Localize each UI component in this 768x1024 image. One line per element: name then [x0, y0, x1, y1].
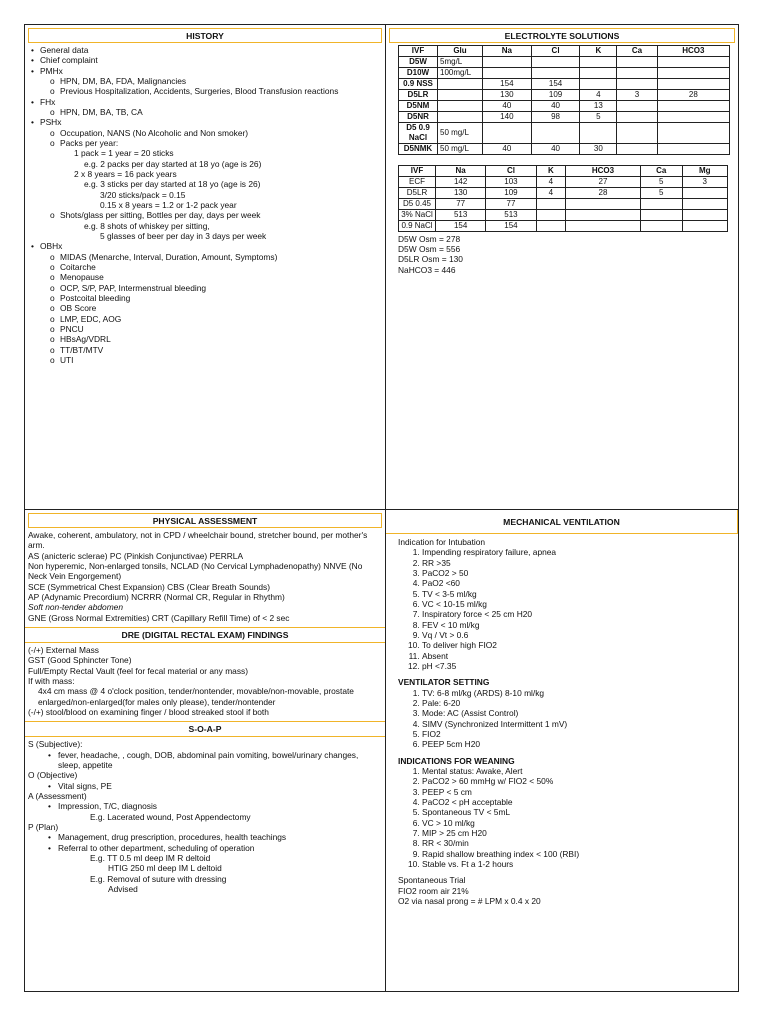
- table-cell: 40: [483, 101, 532, 112]
- table-cell: 98: [531, 112, 580, 123]
- table-cell: [536, 209, 566, 220]
- numbered-item: 10. To deliver high FIO2: [422, 640, 728, 650]
- soap-line: E.g. Lacerated wound, Post Appendectomy: [90, 811, 251, 822]
- soap-line: Advised: [108, 883, 138, 894]
- physical-section: [25, 509, 386, 991]
- numbered-item: 3. PaCO2 > 50: [422, 568, 728, 578]
- numbered-item: 6. PEEP 5cm H20: [422, 739, 728, 749]
- dre-line: (-/+) External Mass: [28, 644, 99, 655]
- physical-line: Non hyperemic, Non-enlarged tonsils, NCLAD (No Cervical Lymphadenopathy) NNVE (No Neck Vein Engorgement): [28, 560, 363, 582]
- table-header-cell: HCO3: [566, 165, 641, 176]
- history-line: o HPN, DM, BA, FDA, Malignancies: [28, 76, 382, 86]
- table-header-cell: HCO3: [657, 46, 729, 57]
- table-cell: [580, 68, 617, 79]
- history-line: • FHx: [28, 97, 382, 107]
- table-cell: D5NR: [399, 112, 438, 123]
- table-row: [399, 79, 730, 90]
- history-line: 1 pack = 1 year = 20 sticks: [74, 148, 174, 159]
- table-cell: D5LR: [399, 187, 436, 198]
- table-row: [399, 57, 730, 68]
- numbered-item: 8. FEV < 10 ml/kg: [422, 620, 728, 630]
- soap-line: A (Assessment): [28, 790, 87, 801]
- table-cell: [682, 209, 727, 220]
- history-line: 5 glasses of beer per day in 3 days per week: [100, 230, 267, 241]
- soap-line: • Management, drug prescription, procedures, health teachings: [28, 832, 382, 842]
- table-cell: 100mg/L: [438, 68, 483, 79]
- numbered-item: 9. Vq / Vt > 0.6: [422, 630, 728, 640]
- history-line: 2 x 8 years = 16 pack years: [74, 168, 177, 179]
- numbered-item: 4. SIMV (Synchronized Intermittent 1 mV): [422, 719, 728, 729]
- table-row: [399, 112, 730, 123]
- intubation-title: Indication for Intubation: [398, 537, 486, 547]
- table-cell: [617, 57, 657, 68]
- table-cell: 140: [483, 112, 532, 123]
- numbered-item: 10. Stable vs. Ft a 1-2 hours: [422, 859, 728, 869]
- table-cell: 0.9 NSS: [399, 79, 438, 90]
- electrolyte-table-2: [398, 165, 728, 232]
- table-cell: [483, 68, 532, 79]
- table-cell: 4: [536, 176, 566, 187]
- table-cell: 154: [436, 220, 486, 231]
- osmolality-list: [398, 234, 738, 275]
- electrolyte-title: ELECTROLYTE SOLUTIONS: [389, 28, 735, 43]
- numbered-item: 2. PaCO2 > 60 mmHg w/ FIO2 < 50%: [422, 776, 728, 786]
- history-line: 0.15 x 8 years = 1.2 or 1-2 pack year: [100, 199, 237, 210]
- history-line: o Previous Hospitalization, Accidents, Surgeries, Blood Transfusion reactions: [28, 86, 382, 96]
- soap-line: HTIG 250 ml deep IM L deltoid: [108, 863, 222, 874]
- table-cell: 13: [580, 101, 617, 112]
- table-cell: 130: [436, 187, 486, 198]
- table-cell: 77: [436, 198, 486, 209]
- table-cell: 30: [580, 143, 617, 154]
- table-cell: 28: [566, 187, 641, 198]
- setting-title: VENTILATOR SETTING: [398, 677, 490, 688]
- numbered-item: 7. Inspiratory force < 25 cm H20: [422, 609, 728, 619]
- table-cell: [617, 101, 657, 112]
- table-cell: 109: [486, 187, 536, 198]
- table-cell: 40: [531, 101, 580, 112]
- numbered-item: 3. PEEP < 5 cm: [422, 787, 728, 797]
- history-line: o HBsAg/VDRL: [28, 334, 382, 344]
- table-row: [399, 68, 730, 79]
- soap-line: E.g. Removal of suture with dressing: [90, 873, 227, 884]
- physical-line: Awake, coherent, ambulatory, not in CPD / wheelchair bound, stretcher bound, per mother's arm.: [28, 530, 368, 551]
- table-cell: 109: [531, 90, 580, 101]
- table-row: [399, 143, 730, 154]
- history-line: o Menopause: [28, 272, 382, 282]
- table-cell: D5NMK: [399, 143, 438, 154]
- physical-line: Soft non-tender abdomen: [28, 602, 123, 613]
- footer-line: Spontaneous Trial: [398, 875, 466, 886]
- dre-title: DRE (DIGITAL RECTAL EXAM) FINDINGS: [25, 627, 385, 643]
- table-cell: 3% NaCl: [399, 209, 436, 220]
- history-line: o PNCU: [28, 324, 382, 334]
- electrolyte-section: [386, 25, 738, 509]
- reference-sheet: [24, 24, 739, 992]
- table-cell: D5NM: [399, 101, 438, 112]
- table-header-cell: Mg: [682, 165, 727, 176]
- table-cell: 50 mg/L: [438, 123, 483, 144]
- table-cell: [657, 101, 729, 112]
- table-cell: 27: [566, 176, 641, 187]
- history-line: o Postcoital bleeding: [28, 293, 382, 303]
- physical-line: AS (anicteric sclerae) PC (Pinkish Conjunctivae) PERRLA: [28, 550, 244, 561]
- soap-line: • fever, headache, , cough, DOB, abdominal pain vomiting, bowel/urinary changes, sleep, appetite: [28, 750, 382, 771]
- table-header-cell: Na: [483, 46, 532, 57]
- table-cell: [657, 68, 729, 79]
- history-line: o UTI: [28, 355, 382, 365]
- table-cell: [580, 57, 617, 68]
- table-cell: 154: [483, 79, 532, 90]
- table-cell: D5W: [399, 57, 438, 68]
- numbered-item: 9. Rapid shallow breathing index < 100 (RBI): [422, 849, 728, 859]
- osmolality-line: D5W Osm = 556: [398, 243, 461, 254]
- history-line: o LMP, EDC, AOG: [28, 314, 382, 324]
- table-cell: 103: [486, 176, 536, 187]
- table-row: [399, 101, 730, 112]
- table-cell: [438, 90, 483, 101]
- physical-line: AP (Adynamic Precordium) NCRRR (Normal CR, Regular in Rhythm): [28, 591, 285, 602]
- ventilation-section: [386, 509, 738, 991]
- table-cell: [536, 220, 566, 231]
- physical-line: SCE (Symmetrical Chest Expansion) CBS (Clear Breath Sounds): [28, 581, 271, 592]
- table-row: [399, 198, 728, 209]
- table-cell: 3: [617, 90, 657, 101]
- table-cell: [617, 79, 657, 90]
- table-cell: 130: [483, 90, 532, 101]
- table-cell: 0.9 NaCl: [399, 220, 436, 231]
- history-line: • General data: [28, 45, 382, 55]
- table-cell: D5 0.45: [399, 198, 436, 209]
- table-cell: [531, 68, 580, 79]
- history-line: o OCP, S/P, PAP, Intermenstrual bleeding: [28, 283, 382, 293]
- table-cell: 40: [531, 143, 580, 154]
- table-cell: [682, 198, 727, 209]
- table-cell: [617, 112, 657, 123]
- history-line: o Packs per year:: [28, 138, 382, 148]
- table-cell: [566, 209, 641, 220]
- numbered-item: 3. Mode: AC (Assist Control): [422, 708, 728, 718]
- table-header-cell: Na: [436, 165, 486, 176]
- table-cell: [580, 123, 617, 144]
- ventilation-footer: [398, 875, 728, 906]
- history-line: o Coitarche: [28, 262, 382, 272]
- table-row: [399, 90, 730, 101]
- weaning-list: [398, 766, 728, 869]
- physical-title: PHYSICAL ASSESSMENT: [28, 513, 382, 528]
- intubation-list: [398, 547, 728, 671]
- table-header-cell: IVF: [399, 165, 436, 176]
- history-line: o OB Score: [28, 303, 382, 313]
- history-line: • Chief complaint: [28, 55, 382, 65]
- table-cell: 5: [580, 112, 617, 123]
- numbered-item: 5. TV < 3-5 ml/kg: [422, 589, 728, 599]
- table-cell: [657, 143, 729, 154]
- numbered-item: 6. VC < 10-15 ml/kg: [422, 599, 728, 609]
- table-cell: [640, 209, 682, 220]
- table-header-cell: Cl: [531, 46, 580, 57]
- table-header-cell: Cl: [486, 165, 536, 176]
- physical-list: [25, 530, 385, 623]
- soap-line: • Vital signs, PE: [28, 781, 382, 791]
- table-cell: [438, 79, 483, 90]
- soap-title: S-O-A-P: [25, 721, 385, 737]
- table-cell: 142: [436, 176, 486, 187]
- numbered-item: 1. Impending respiratory failure, apnea: [422, 547, 728, 557]
- numbered-item: 11. Absent: [422, 651, 728, 661]
- table-cell: 28: [657, 90, 729, 101]
- table-cell: 154: [486, 220, 536, 231]
- weaning-title: INDICATIONS FOR WEANING: [398, 755, 515, 766]
- table-cell: [531, 57, 580, 68]
- history-line: 3/20 sticks/pack = 0.15: [100, 189, 186, 200]
- osmolality-line: D5LR Osm = 130: [398, 254, 463, 265]
- table-cell: [682, 187, 727, 198]
- dre-line: 4x4 cm mass @ 4 o'clock position, tender/nontender, movable/non-movable, prostate enlarged/non-enlarged(for males only please), tender/nontender: [38, 686, 354, 707]
- dre-line: Full/Empty Rectal Vault (feel for fecal material or any mass): [28, 665, 248, 676]
- table-cell: ECF: [399, 176, 436, 187]
- history-line: e.g. 3 sticks per day started at 18 yo (age is 26): [84, 179, 261, 190]
- table-cell: D5 0.9 NaCl: [399, 123, 438, 144]
- table-cell: [536, 198, 566, 209]
- table-cell: 5: [640, 176, 682, 187]
- footer-line: O2 via nasal prong = # LPM x 0.4 x 20: [398, 895, 541, 906]
- soap-line: O (Objective): [28, 770, 78, 781]
- table-header-cell: K: [536, 165, 566, 176]
- table-cell: [580, 79, 617, 90]
- table-cell: [657, 112, 729, 123]
- dre-line: If with mass:: [28, 675, 75, 686]
- soap-line: E.g. TT 0.5 ml deep IM R deltoid: [90, 852, 211, 863]
- table-cell: [483, 123, 532, 144]
- numbered-item: 2. RR >35: [422, 558, 728, 568]
- table-cell: [640, 198, 682, 209]
- history-list: [25, 45, 385, 365]
- table-row: [399, 123, 730, 144]
- table-cell: 50 mg/L: [438, 143, 483, 154]
- soap-line: P (Plan): [28, 821, 59, 832]
- table-cell: [483, 57, 532, 68]
- physical-line: GNE (Gross Normal Extremities) CRT (Capillary Refill Time) of < 2 sec: [28, 612, 290, 623]
- table-cell: [438, 112, 483, 123]
- history-line: e.g. 8 shots of whiskey per sitting,: [84, 220, 210, 231]
- soap-line: • Referral to other department, scheduling of operation: [28, 843, 382, 853]
- table-cell: 4: [536, 187, 566, 198]
- history-title: HISTORY: [28, 28, 382, 43]
- numbered-item: 2. Pale: 6-20: [422, 698, 728, 708]
- table-header-cell: K: [580, 46, 617, 57]
- history-line: o Shots/glass per sitting, Bottles per day, days per week: [28, 210, 382, 220]
- table-cell: [657, 79, 729, 90]
- table-row: [399, 209, 728, 220]
- table-cell: [531, 123, 580, 144]
- table-cell: 154: [531, 79, 580, 90]
- table-cell: [640, 220, 682, 231]
- table-cell: [682, 220, 727, 231]
- soap-line: • Impression, T/C, diagnosis: [28, 801, 382, 811]
- history-line: • OBHx: [28, 241, 382, 251]
- numbered-item: 1. Mental status: Awake, Alert: [422, 766, 728, 776]
- osmolality-line: D5W Osm = 278: [398, 233, 461, 244]
- numbered-item: 5. Spontaneous TV < 5mL: [422, 807, 728, 817]
- numbered-item: 12. pH <7.35: [422, 661, 728, 671]
- table-cell: 4: [580, 90, 617, 101]
- numbered-item: 5. FIO2: [422, 729, 728, 739]
- table-header-cell: Glu: [438, 46, 483, 57]
- table-cell: [617, 68, 657, 79]
- table-row: [399, 187, 728, 198]
- table-cell: 3: [682, 176, 727, 187]
- table-cell: 513: [486, 209, 536, 220]
- history-line: • PSHx: [28, 117, 382, 127]
- table-cell: 5: [640, 187, 682, 198]
- table-cell: [617, 123, 657, 144]
- table-cell: [657, 57, 729, 68]
- footer-line: FIO2 room air 21%: [398, 885, 469, 896]
- history-line: • PMHx: [28, 66, 382, 76]
- table-header-cell: IVF: [399, 46, 438, 57]
- setting-list: [398, 688, 728, 750]
- electrolyte-table-1: [398, 45, 730, 155]
- table-cell: [438, 101, 483, 112]
- soap-line: S (Subjective):: [28, 739, 83, 750]
- numbered-item: 6. VC > 10 ml/kg: [422, 818, 728, 828]
- table-row: [399, 220, 728, 231]
- table-row: [399, 176, 728, 187]
- osmolality-line: NaHCO3 = 446: [398, 264, 456, 275]
- table-cell: 5mg/L: [438, 57, 483, 68]
- numbered-item: 4. PaCO2 < pH acceptable: [422, 797, 728, 807]
- table-cell: 513: [436, 209, 486, 220]
- numbered-item: 7. MIP > 25 cm H20: [422, 828, 728, 838]
- history-line: e.g. 2 packs per day started at 18 yo (age is 26): [84, 158, 262, 169]
- numbered-item: 4. PaO2 <60: [422, 578, 728, 588]
- numbered-item: 8. RR < 30/min: [422, 838, 728, 848]
- dre-list: [25, 645, 385, 717]
- dre-line: GST (Good Sphincter Tone): [28, 655, 132, 666]
- table-cell: 77: [486, 198, 536, 209]
- history-section: [25, 25, 386, 509]
- table-cell: D10W: [399, 68, 438, 79]
- numbered-item: 1. TV: 6-8 ml/kg (ARDS) 8-10 ml/kg: [422, 688, 728, 698]
- history-line: o TT/BT/MTV: [28, 345, 382, 355]
- table-cell: [566, 198, 641, 209]
- ventilation-title: MECHANICAL VENTILATION: [386, 510, 738, 534]
- table-header-cell: Ca: [640, 165, 682, 176]
- table-header-cell: Ca: [617, 46, 657, 57]
- history-line: o HPN, DM, BA, TB, CA: [28, 107, 382, 117]
- history-line: o MIDAS (Menarche, Interval, Duration, Amount, Symptoms): [28, 252, 382, 262]
- table-cell: D5LR: [399, 90, 438, 101]
- table-cell: [657, 123, 729, 144]
- table-cell: 40: [483, 143, 532, 154]
- soap-list: [25, 739, 385, 894]
- history-line: o Occupation, NANS (No Alcoholic and Non smoker): [28, 128, 382, 138]
- dre-line: (-/+) stool/blood on examining finger / blood streaked stool if both: [28, 706, 269, 717]
- table-cell: [566, 220, 641, 231]
- table-cell: [617, 143, 657, 154]
